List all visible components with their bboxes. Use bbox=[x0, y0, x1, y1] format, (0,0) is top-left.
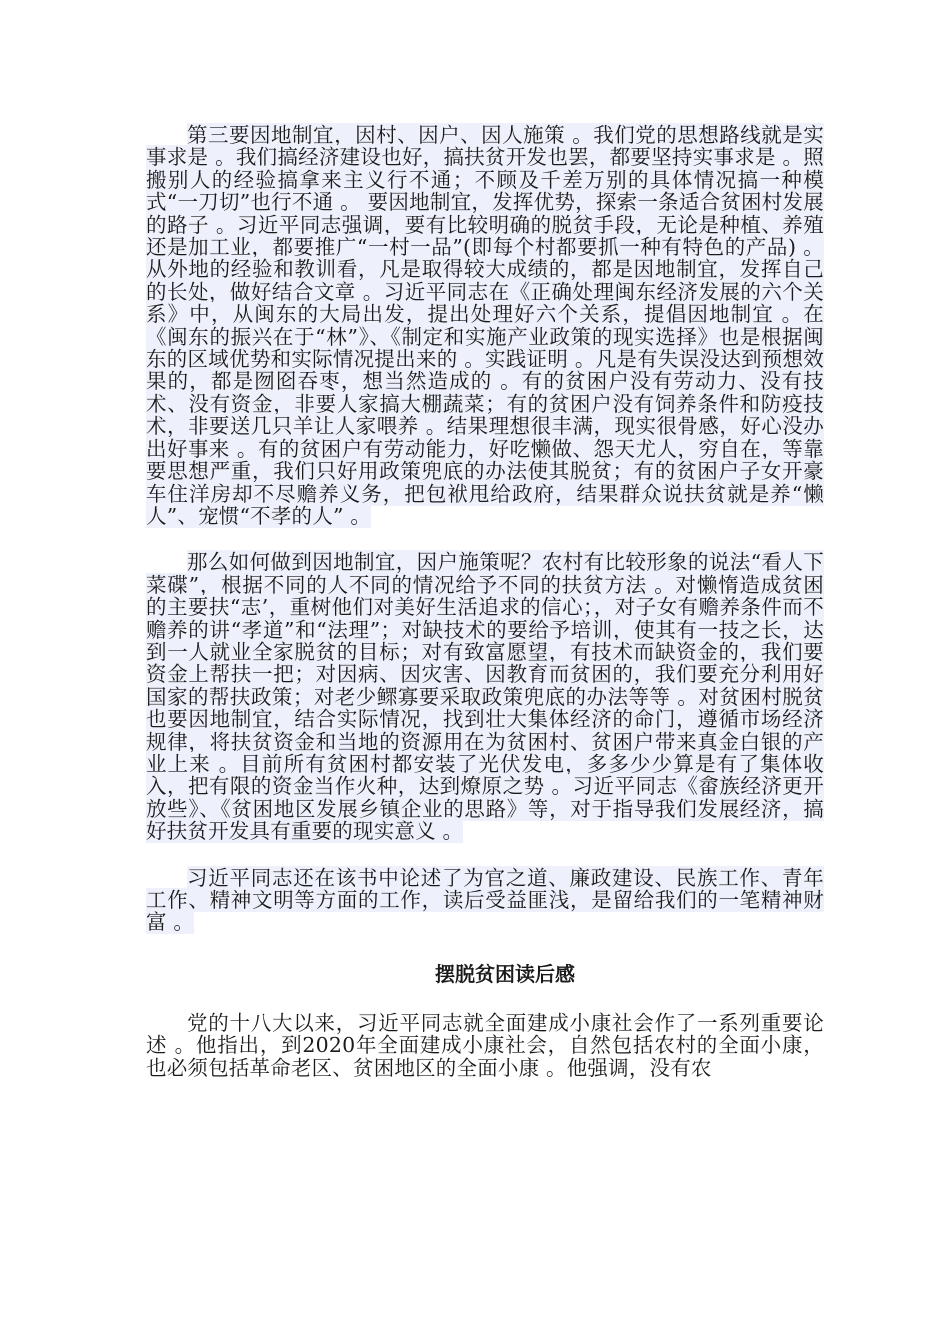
paragraph-spacer bbox=[146, 843, 824, 867]
body-paragraph-2 bbox=[146, 551, 824, 842]
paragraph-2-text: 那么如何做到因地制宜，因户施策呢？农村有比较形象的说法“看人下菜碟”，根据不同的人不同的情况给予不同的扶贫方法 。对懒惰造成贫困的主要扶“志’，重树他们对美好生活追求的信心；，对子女有赡养条件而不赡养的讲“孝道”和“法理”；对缺技术的要给予培训，使其有一技之长，达到一人就业全家脱贫的目标；对有致富愿望，有技术而缺资金的，我们要资金上帮扶一把；对因病、因灾害、因教育而贫困的，我们要充分利用好国家的帮扶政策；对老少鳏寡要采取政策兜底的办法等等 。对贫困村脱贫也要因地制宜，结合实际情况，找到壮大集体经济的命门，遵循市场经济规律，将扶贫资金和当地的资源用在为贫困村、贫困户带来真金白银的产业上来 。目前所有贫困村都安装了光伏发电，多多少少算是有了集体收入，把有限的资金当作火种，达到燎原之势 。习近平同志《畲族经济更开放些》、《贫困地区发展乡镇企业的思路》等，对于指导我们发展经济，搞好扶贫开发具有重要的现实意义 。 bbox=[146, 550, 824, 844]
paragraph-spacer bbox=[146, 934, 824, 962]
paragraph-3-text: 习近平同志还在该书中论述了为官之道、廉政建设、民族工作、青年工作、精神文明等方面的工作，读后受益匪浅，是留给我们的一笔精神财富 。 bbox=[146, 865, 824, 935]
section-heading: 摆脱贫困读后感 bbox=[435, 961, 575, 986]
paragraph-spacer bbox=[146, 986, 824, 1012]
document-page bbox=[146, 124, 824, 1079]
body-paragraph-4: 党的十八大以来，习近平同志就全面建成小康社会作了一系列重要论述 。他指出，到2020年全面建成小康社会，自然包括农村的全面小康，也必须包括革命老区、贫困地区的全面小康 。他强调，没有农 bbox=[146, 1010, 824, 1080]
body-paragraph-1 bbox=[146, 124, 824, 527]
paragraph-spacer bbox=[146, 527, 824, 551]
paragraph-1-text: 第三要因地制宜，因村、因户、因人施策 。我们党的思想路线就是实事求是 。我们搞经济建设也好，搞扶贫开发也罢，都要坚持实事求是 。照搬别人的经验搞拿来主义行不通；不顾及千差万别的具体情况搞一种模式“一刀切”也行不通 。 要因地制宜，发挥优势，探索一条适合贫困村发展的路子 。习近平同志强调，要有比较明确的脱贫手段，无论是种植、养殖还是加工业，都要推广“一村一品”(即每个村都要抓一种有特色的产品) 。从外地的经验和教训看，凡是取得较大成绩的，都是因地制宜，发挥自己的长处，做好结合文章 。习近平同志在《正确处理闽东经济发展的六个关系》中，从闽东的大局出发，提出处理好六个关系，提倡因地制宜 。在《闽东的振兴在于“林”》、《制定和实施产业政策的现实选择》也是根据闽东的区域优势和实际情况提出来的 。实践证明 。凡是有失误没达到预想效果的，都是囫囵吞枣，想当然造成的 。有的贫困户没有劳动力、没有技术、没有资金，非要人家搞大棚蔬菜；有的贫困户没有饲养条件和防疫技术，非要送几只羊让人家喂养 。结果理想很丰满，现实很骨感，好心没办出好事来 。有的贫困户有劳动能力，好吃懒做、怨天尤人，穷自在，等靠要思想严重，我们只好用政策兜底的办法使其脱贫；有的贫困户子女开豪车住洋房却不尽赡养义务，把包袱甩给政府，结果群众说扶贫就是养“懒人”、宠惯“不孝的人” 。 bbox=[146, 123, 824, 528]
body-paragraph-3 bbox=[146, 867, 824, 934]
